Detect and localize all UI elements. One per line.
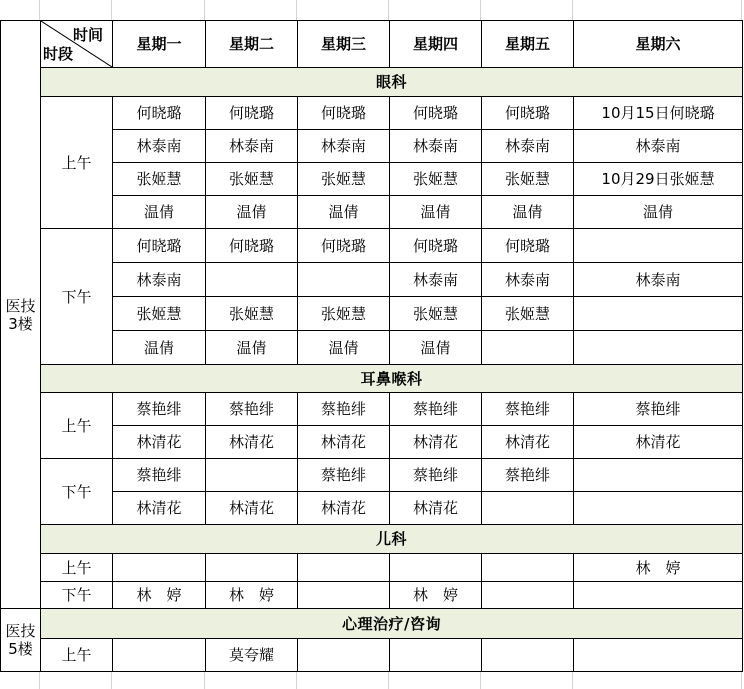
- period-label-morning[interactable]: 上午: [41, 97, 113, 229]
- doctor-cell[interactable]: [574, 492, 743, 525]
- period-label-afternoon[interactable]: 下午: [41, 459, 113, 525]
- doctor-cell[interactable]: 温倩: [574, 196, 743, 229]
- doctor-cell[interactable]: 张姬慧: [113, 297, 206, 331]
- day-header-wed[interactable]: 星期三: [298, 21, 390, 68]
- empty-grid-cell[interactable]: [40, 0, 112, 20]
- empty-grid-cell[interactable]: [0, 672, 40, 689]
- doctor-cell[interactable]: 张姬慧: [113, 163, 206, 196]
- schedule-row: [1, 426, 743, 459]
- doctor-cell[interactable]: 张姬慧: [298, 297, 390, 331]
- doctor-cell[interactable]: 温倩: [206, 196, 298, 229]
- doctor-cell[interactable]: [390, 554, 482, 582]
- doctor-cell[interactable]: [206, 554, 298, 582]
- schedule-table: [0, 20, 743, 672]
- doctor-cell[interactable]: 张姬慧: [206, 163, 298, 196]
- doctor-cell[interactable]: 何晓璐: [482, 229, 574, 263]
- schedule-row: [1, 393, 743, 426]
- schedule-row: [1, 97, 743, 130]
- doctor-cell[interactable]: 温倩: [206, 331, 298, 365]
- doctor-cell[interactable]: 林清花: [482, 426, 574, 459]
- doctor-cell[interactable]: 温倩: [482, 196, 574, 229]
- schedule-row: [1, 554, 743, 582]
- doctor-cell[interactable]: [482, 639, 574, 672]
- department-row: [1, 525, 743, 554]
- day-header-fri[interactable]: 星期五: [482, 21, 574, 68]
- doctor-cell[interactable]: 林 婷: [390, 582, 482, 609]
- doctor-cell[interactable]: 林清花: [206, 426, 298, 459]
- schedule-row: [1, 263, 743, 297]
- doctor-cell[interactable]: [113, 639, 206, 672]
- day-header-mon[interactable]: 星期一: [113, 21, 206, 68]
- doctor-cell[interactable]: [298, 554, 390, 582]
- doctor-cell[interactable]: 张姬慧: [390, 163, 482, 196]
- corner-header-cell[interactable]: [41, 21, 113, 68]
- empty-grid-cell[interactable]: [481, 0, 573, 20]
- doctor-cell[interactable]: 蔡艳绯: [206, 393, 298, 426]
- doctor-cell[interactable]: [113, 554, 206, 582]
- doctor-cell[interactable]: 林泰南: [482, 130, 574, 163]
- doctor-cell[interactable]: 蔡艳绯: [298, 393, 390, 426]
- doctor-cell[interactable]: 何晓璐: [390, 97, 482, 130]
- doctor-cell[interactable]: [390, 639, 482, 672]
- doctor-cell[interactable]: 蔡艳绯: [113, 459, 206, 492]
- empty-grid-cell[interactable]: [40, 672, 112, 689]
- header-row: [1, 21, 743, 68]
- doctor-cell[interactable]: 蔡艳绯: [390, 459, 482, 492]
- doctor-cell[interactable]: 林清花: [390, 426, 482, 459]
- schedule-row: [1, 196, 743, 229]
- corner-time-label: 时间: [72, 26, 103, 44]
- doctor-cell[interactable]: 蔡艳绯: [482, 459, 574, 492]
- floor-cell-3f[interactable]: [1, 21, 41, 609]
- doctor-cell[interactable]: 张姬慧: [206, 297, 298, 331]
- empty-grid-cell[interactable]: [389, 672, 481, 689]
- doctor-cell[interactable]: [298, 263, 390, 297]
- doctor-cell[interactable]: 林清花: [298, 426, 390, 459]
- doctor-cell[interactable]: 林 婷: [574, 554, 743, 582]
- doctor-cell[interactable]: 张姬慧: [298, 163, 390, 196]
- doctor-cell[interactable]: 林清花: [113, 492, 206, 525]
- empty-grid-cell[interactable]: [297, 672, 389, 689]
- empty-grid-cell[interactable]: [573, 672, 742, 689]
- department-header-psychology[interactable]: 心理治疗/咨询: [41, 609, 743, 639]
- doctor-cell[interactable]: 温倩: [390, 196, 482, 229]
- doctor-cell[interactable]: 何晓璐: [482, 97, 574, 130]
- department-header-pediatrics[interactable]: 儿科: [41, 525, 743, 554]
- doctor-cell[interactable]: 林 婷: [113, 582, 206, 609]
- floor-number-line: 5楼: [8, 640, 33, 658]
- schedule-row: [1, 459, 743, 492]
- empty-grid-cell[interactable]: [573, 0, 742, 20]
- floor-cell-5f[interactable]: [1, 609, 41, 672]
- doctor-cell[interactable]: 何晓璐: [206, 229, 298, 263]
- doctor-cell[interactable]: 张姬慧: [390, 297, 482, 331]
- schedule-row: [1, 639, 743, 672]
- doctor-cell[interactable]: 蔡艳绯: [298, 459, 390, 492]
- schedule-row: [1, 163, 743, 196]
- doctor-cell[interactable]: 蔡艳绯: [574, 393, 743, 426]
- doctor-cell[interactable]: 温倩: [298, 331, 390, 365]
- doctor-cell[interactable]: 10月29日张姬慧: [574, 163, 743, 196]
- doctor-cell[interactable]: [482, 554, 574, 582]
- doctor-cell[interactable]: 林清花: [574, 426, 743, 459]
- doctor-cell[interactable]: 莫夸耀: [206, 639, 298, 672]
- schedule-row: [1, 331, 743, 365]
- doctor-cell[interactable]: 温倩: [113, 196, 206, 229]
- doctor-cell[interactable]: 温倩: [113, 331, 206, 365]
- corner-header: [41, 21, 112, 67]
- empty-grid-cell[interactable]: [112, 672, 205, 689]
- doctor-cell[interactable]: 何晓璐: [113, 97, 206, 130]
- day-header-tue[interactable]: 星期二: [206, 21, 298, 68]
- doctor-cell[interactable]: 林泰南: [574, 263, 743, 297]
- doctor-cell[interactable]: [574, 331, 743, 365]
- doctor-cell[interactable]: 温倩: [390, 331, 482, 365]
- department-row: [1, 365, 743, 393]
- floor-name-line: 医技: [5, 296, 36, 315]
- doctor-cell[interactable]: 何晓璐: [390, 229, 482, 263]
- period-label-morning[interactable]: 上午: [41, 639, 113, 672]
- empty-grid-cell[interactable]: [389, 0, 481, 20]
- doctor-cell[interactable]: 张姬慧: [482, 297, 574, 331]
- day-header-thu[interactable]: 星期四: [390, 21, 482, 68]
- doctor-cell[interactable]: 蔡艳绯: [390, 393, 482, 426]
- doctor-cell[interactable]: 林清花: [390, 492, 482, 525]
- doctor-cell[interactable]: 林清花: [298, 492, 390, 525]
- doctor-cell[interactable]: [574, 582, 743, 609]
- schedule-row: [1, 492, 743, 525]
- period-label-morning[interactable]: 上午: [41, 554, 113, 582]
- grid-filler-row-top: [0, 0, 742, 20]
- doctor-cell[interactable]: [574, 297, 743, 331]
- doctor-cell[interactable]: 林泰南: [113, 263, 206, 297]
- doctor-cell[interactable]: [206, 263, 298, 297]
- doctor-cell[interactable]: 林泰南: [574, 130, 743, 163]
- schedule-row: [1, 582, 743, 609]
- empty-grid-cell[interactable]: [0, 0, 40, 20]
- department-row: [1, 609, 743, 639]
- empty-grid-cell[interactable]: [297, 0, 389, 20]
- doctor-cell[interactable]: 温倩: [298, 196, 390, 229]
- doctor-cell[interactable]: [482, 492, 574, 525]
- doctor-cell[interactable]: 林 婷: [206, 582, 298, 609]
- doctor-cell[interactable]: [298, 582, 390, 609]
- empty-grid-cell[interactable]: [481, 672, 573, 689]
- doctor-cell[interactable]: 何晓璐: [206, 97, 298, 130]
- doctor-cell[interactable]: 10月15日何晓璐: [574, 97, 743, 130]
- schedule-row: [1, 297, 743, 331]
- period-label-afternoon[interactable]: 下午: [41, 229, 113, 365]
- doctor-cell[interactable]: 何晓璐: [113, 229, 206, 263]
- doctor-cell[interactable]: 林泰南: [298, 130, 390, 163]
- doctor-cell[interactable]: [298, 639, 390, 672]
- doctor-cell[interactable]: 何晓璐: [298, 229, 390, 263]
- doctor-cell[interactable]: 林泰南: [390, 130, 482, 163]
- floor-name-line: 医技: [5, 622, 36, 640]
- period-label-morning[interactable]: 上午: [41, 393, 113, 459]
- department-header-ent[interactable]: 耳鼻喉科: [41, 365, 743, 393]
- day-header-sat[interactable]: 星期六: [574, 21, 743, 68]
- doctor-cell[interactable]: 张姬慧: [482, 163, 574, 196]
- empty-grid-cell[interactable]: [112, 0, 205, 20]
- doctor-cell[interactable]: [482, 331, 574, 365]
- doctor-cell[interactable]: [574, 639, 743, 672]
- doctor-cell[interactable]: [206, 459, 298, 492]
- doctor-cell[interactable]: 林泰南: [206, 130, 298, 163]
- doctor-cell[interactable]: 蔡艳绯: [482, 393, 574, 426]
- corner-period-label: 时段: [43, 45, 74, 63]
- department-row: [1, 68, 743, 97]
- doctor-cell[interactable]: 林泰南: [482, 263, 574, 297]
- schedule-row: [1, 130, 743, 163]
- department-header-ophthalmology[interactable]: 眼科: [41, 68, 743, 97]
- floor-number-line: 3楼: [8, 314, 33, 333]
- grid-filler-row-bottom: [0, 672, 742, 689]
- period-label-afternoon[interactable]: 下午: [41, 582, 113, 609]
- doctor-cell[interactable]: [482, 582, 574, 609]
- doctor-cell[interactable]: 林清花: [206, 492, 298, 525]
- doctor-cell[interactable]: 林泰南: [113, 130, 206, 163]
- empty-grid-cell[interactable]: [205, 0, 297, 20]
- empty-grid-cell[interactable]: [205, 672, 297, 689]
- schedule-row: [1, 229, 743, 263]
- doctor-cell[interactable]: 蔡艳绯: [113, 393, 206, 426]
- doctor-cell[interactable]: 何晓璐: [298, 97, 390, 130]
- doctor-cell[interactable]: [574, 229, 743, 263]
- doctor-cell[interactable]: [574, 459, 743, 492]
- doctor-cell[interactable]: 林泰南: [390, 263, 482, 297]
- doctor-cell[interactable]: 林清花: [113, 426, 206, 459]
